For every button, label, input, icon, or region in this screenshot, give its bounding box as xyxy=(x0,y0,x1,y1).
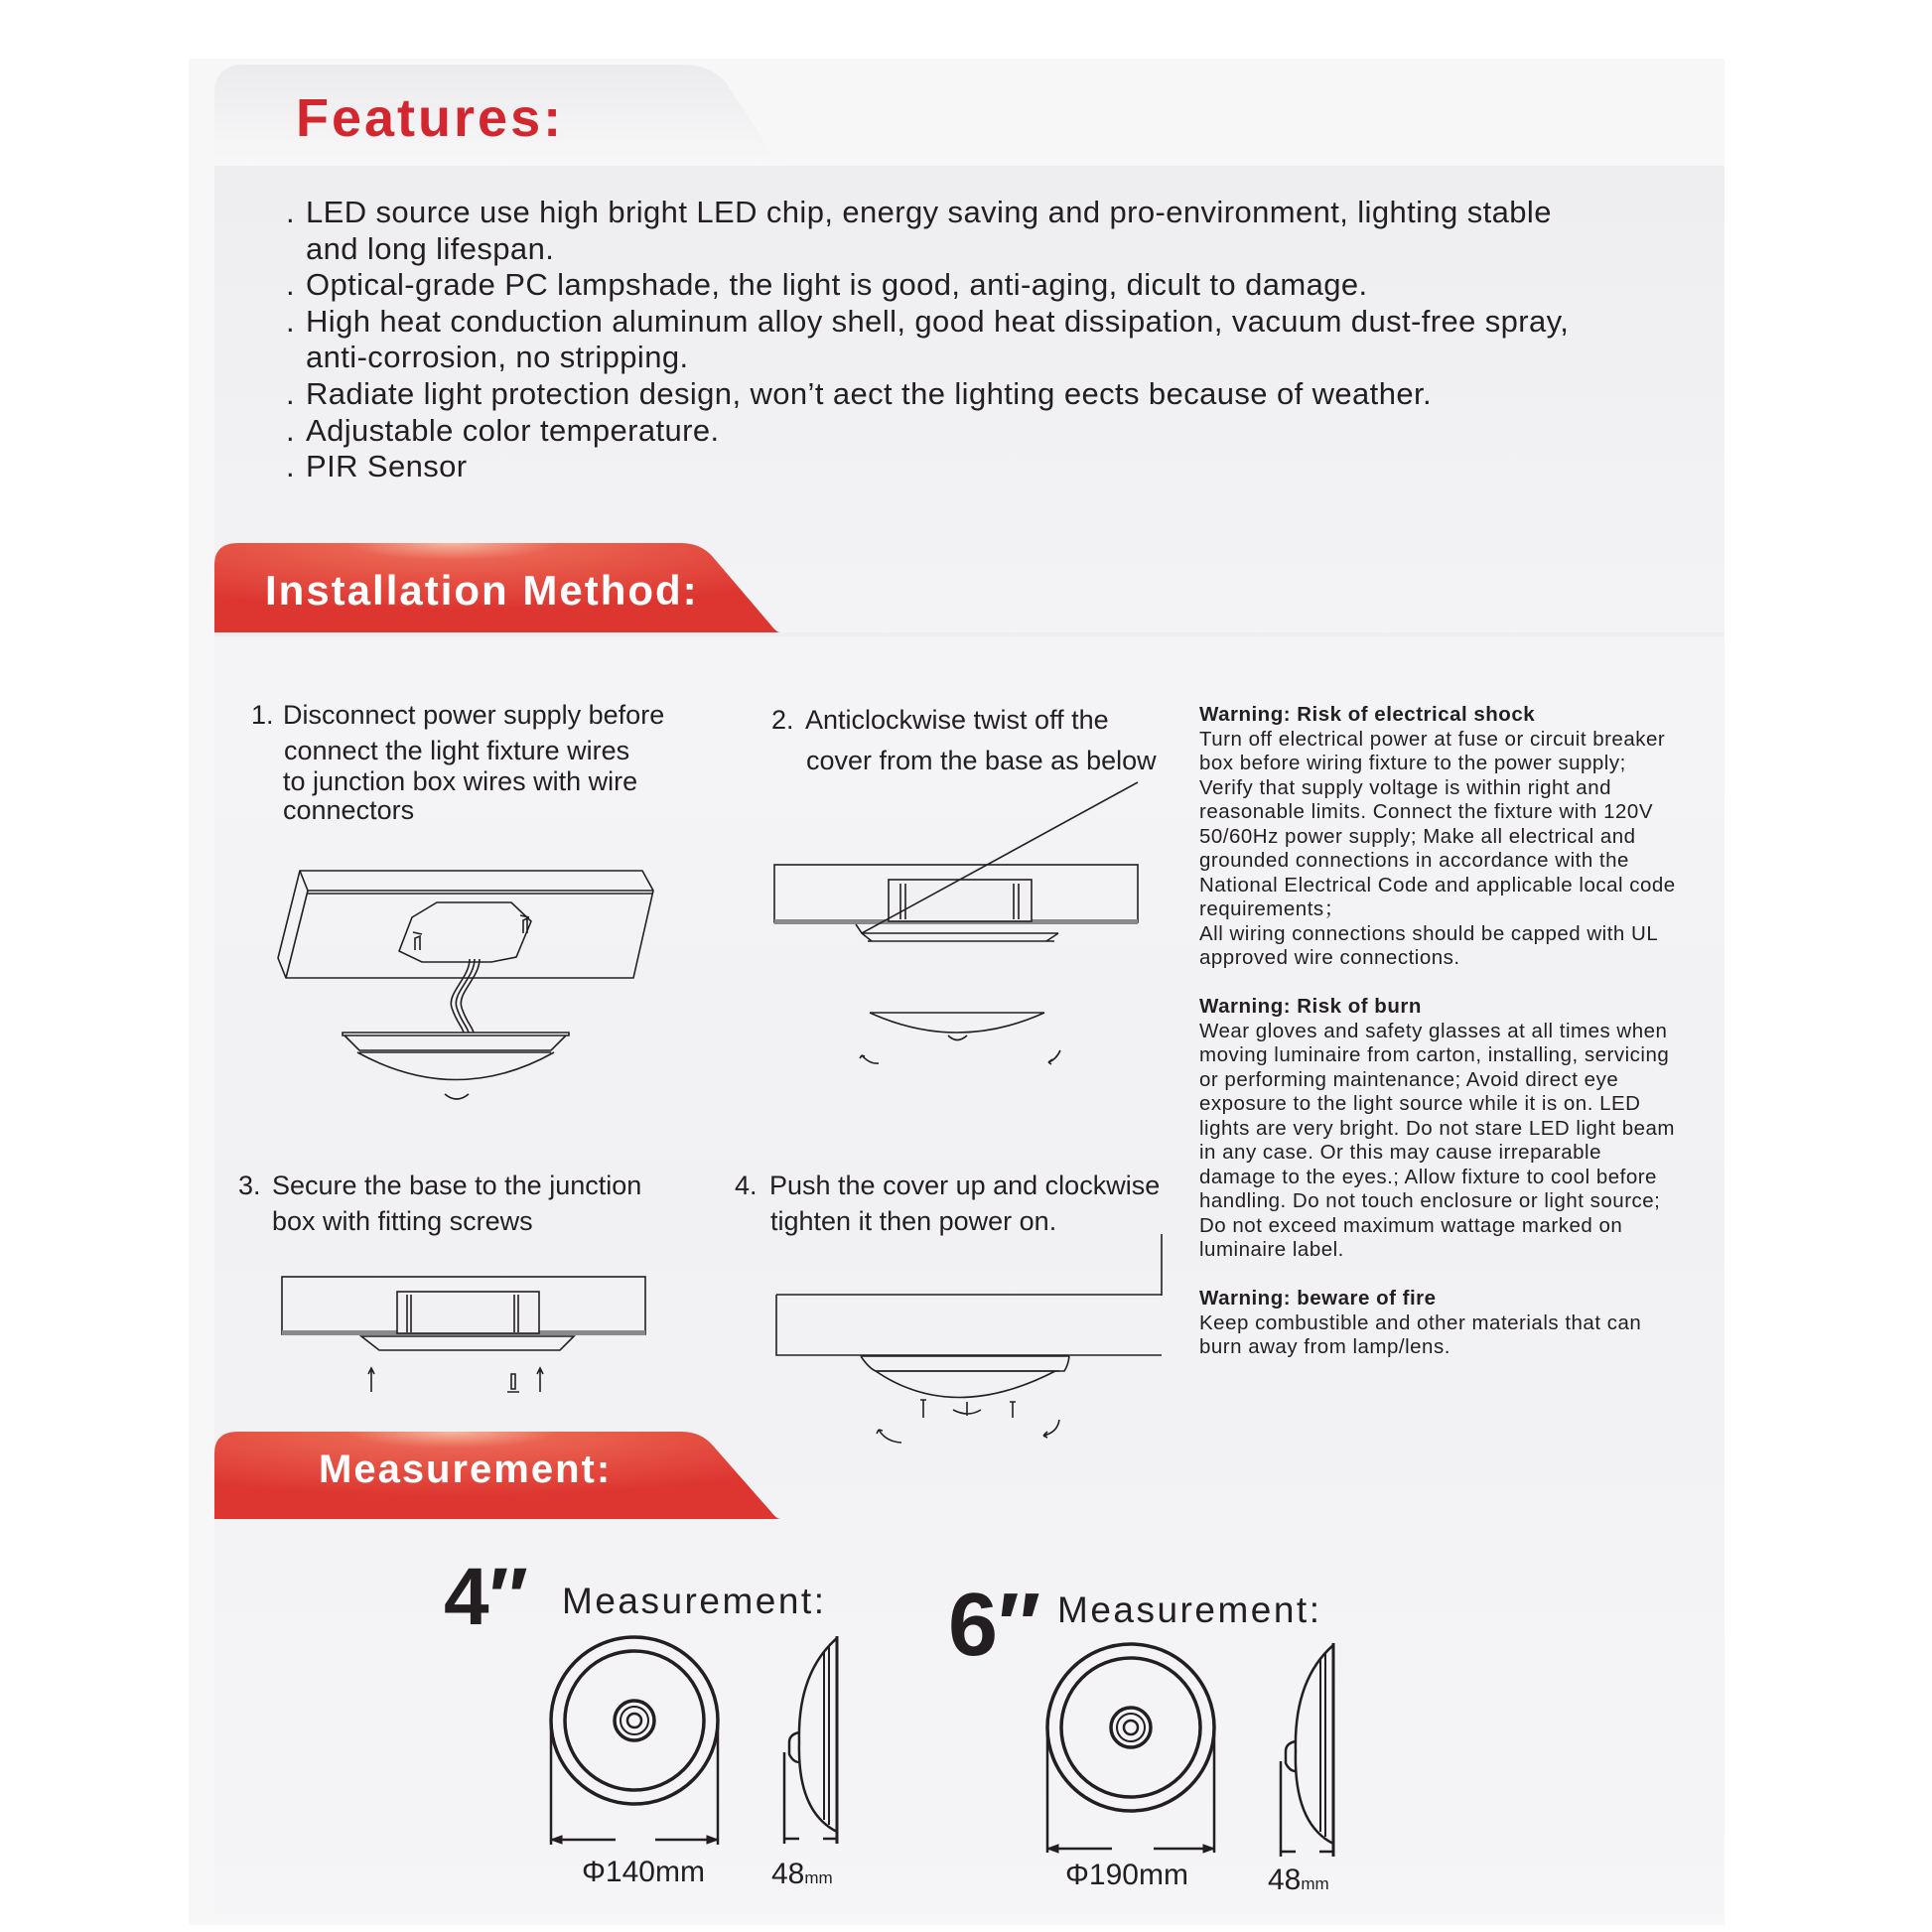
step-line: cover from the base as below xyxy=(806,746,1157,775)
warning-line: or performing maintenance; Avoid direct eye xyxy=(1199,1067,1619,1091)
step-number: 1. xyxy=(251,700,274,730)
bullet: . xyxy=(286,303,296,339)
feature-item xyxy=(286,195,1725,267)
step-line: Anticlockwise twist off the xyxy=(805,705,1109,735)
step-line: connectors xyxy=(283,795,415,825)
feature-line: PIR Sensor xyxy=(306,449,468,484)
features-list xyxy=(286,195,1725,485)
depth-6in xyxy=(1268,1863,1329,1897)
front-view-4in xyxy=(546,1628,725,1857)
step-line: to junction box wires with wire xyxy=(283,766,638,796)
depth-4in xyxy=(771,1858,833,1891)
feature-line: Radiate light protection design, won’t aect the lighting eects because of weather. xyxy=(306,375,1432,411)
feature-item xyxy=(286,304,1725,376)
install-step-3 xyxy=(238,1170,641,1237)
features-title: Features: xyxy=(296,88,565,148)
diameter-6in: Φ190mm xyxy=(1065,1859,1188,1891)
bullet: . xyxy=(286,195,296,229)
warning-line: burn away from lamp/lens. xyxy=(1199,1335,1450,1358)
front-view-6in xyxy=(1042,1638,1221,1866)
step1-illustration xyxy=(278,869,665,1102)
side-view-6in xyxy=(1274,1640,1343,1863)
step-number: 4. xyxy=(735,1171,758,1200)
warning-line: approved wire connections. xyxy=(1199,946,1460,969)
warning-line: requirements； xyxy=(1199,897,1345,920)
installation-title: Installation Method: xyxy=(265,567,699,614)
model-measurement-label: Measurement: xyxy=(1057,1589,1322,1630)
bullet: . xyxy=(286,375,296,411)
feature-line: and long lifespan. xyxy=(306,230,555,266)
step-line: Disconnect power supply before xyxy=(283,700,665,730)
step2-illustration xyxy=(772,862,1145,1075)
step-number: 3. xyxy=(238,1171,261,1200)
install-step-1 xyxy=(251,699,664,824)
warning-line: exposure to the light source while it is on. LED xyxy=(1199,1092,1641,1115)
warning-fire xyxy=(1199,1287,1735,1360)
step-number: 2. xyxy=(771,705,794,735)
warning-line: handling. Do not touch enclosure or light source; xyxy=(1199,1189,1661,1212)
warning-line: box before wiring fixture to the power supply; xyxy=(1199,752,1626,774)
feature-line: High heat conduction aluminum alloy shell, good heat dissipation, vacuum dust-free spray, xyxy=(306,303,1570,339)
bullet: . xyxy=(286,449,296,484)
warning-line: damage to the eyes.; Allow fixture to cool before xyxy=(1199,1165,1657,1188)
feature-line: Adjustable color temperature. xyxy=(306,412,720,448)
depth-unit: mm xyxy=(804,1868,833,1887)
depth-value: 48 xyxy=(771,1858,805,1890)
feature-line: anti-corrosion, no stripping. xyxy=(306,340,689,375)
warnings-panel xyxy=(1199,703,1735,1384)
step-line: tighten it then power on. xyxy=(770,1206,1057,1236)
divider xyxy=(214,632,1725,636)
warning-title: Warning: Risk of burn xyxy=(1199,995,1422,1018)
warning-line: Do not exceed maximum wattage marked on xyxy=(1199,1213,1623,1237)
feature-item xyxy=(286,413,1725,450)
feature-line: LED source use high bright LED chip, energy saving and pro-environment, lighting stable xyxy=(306,195,1552,229)
step-line: connect the light fixture wires xyxy=(284,736,630,765)
feature-item xyxy=(286,267,1725,304)
warning-line: in any case. Or this may cause irreparable xyxy=(1199,1141,1601,1164)
warning-line: lights are very bright. Do not stare LED light beam xyxy=(1199,1116,1675,1140)
diameter-4in: Φ140mm xyxy=(582,1856,705,1888)
warning-line: Turn off electrical power at fuse or circuit breaker xyxy=(1199,727,1666,751)
step4-illustration xyxy=(774,1231,1172,1445)
depth-unit: mm xyxy=(1301,1874,1329,1893)
install-step-4 xyxy=(735,1170,1160,1237)
step-line: Push the cover up and clockwise xyxy=(769,1171,1161,1200)
warning-title: Warning: beware of fire xyxy=(1199,1287,1437,1310)
side-view-4in xyxy=(779,1633,849,1857)
depth-value: 48 xyxy=(1268,1863,1302,1896)
warning-line: grounded connections in accordance with the xyxy=(1199,849,1629,872)
feature-line: Optical-grade PC lampshade, the light is good, anti-aging, dicult to damage. xyxy=(306,267,1368,303)
warning-line: Wear gloves and safety glasses at all times when xyxy=(1199,1019,1668,1042)
warning-electrical-shock xyxy=(1199,703,1735,971)
install-step-2 xyxy=(771,704,1157,776)
model-measurement-label: Measurement: xyxy=(562,1581,827,1621)
model-size-6in: 6″ xyxy=(948,1576,1041,1675)
step-line: Secure the base to the junction xyxy=(272,1171,642,1200)
warning-line: 50/60Hz power supply; Make all electrical and xyxy=(1199,824,1636,848)
warning-burn xyxy=(1199,995,1735,1263)
step3-illustration xyxy=(280,1275,652,1404)
warning-title: Warning: Risk of electrical shock xyxy=(1199,703,1536,726)
feature-item xyxy=(286,449,1725,485)
measurement-title: Measurement: xyxy=(319,1448,613,1491)
warning-line: luminaire label. xyxy=(1199,1238,1344,1261)
bullet: . xyxy=(286,412,296,448)
warning-line: reasonable limits. Connect the fixture with 120V xyxy=(1199,800,1654,823)
warning-line: All wiring connections should be capped with UL xyxy=(1199,921,1659,945)
bullet: . xyxy=(286,267,296,303)
warning-line: Keep combustible and other materials that can xyxy=(1199,1311,1642,1334)
warning-line: Verify that supply voltage is within right and xyxy=(1199,775,1611,799)
feature-item xyxy=(286,376,1725,413)
warning-line: moving luminaire from carton, installing, servicing xyxy=(1199,1043,1670,1066)
warning-line: National Electrical Code and applicable local code xyxy=(1199,873,1676,897)
model-size-4in: 4″ xyxy=(444,1552,528,1642)
step-line: box with fitting screws xyxy=(272,1206,533,1236)
